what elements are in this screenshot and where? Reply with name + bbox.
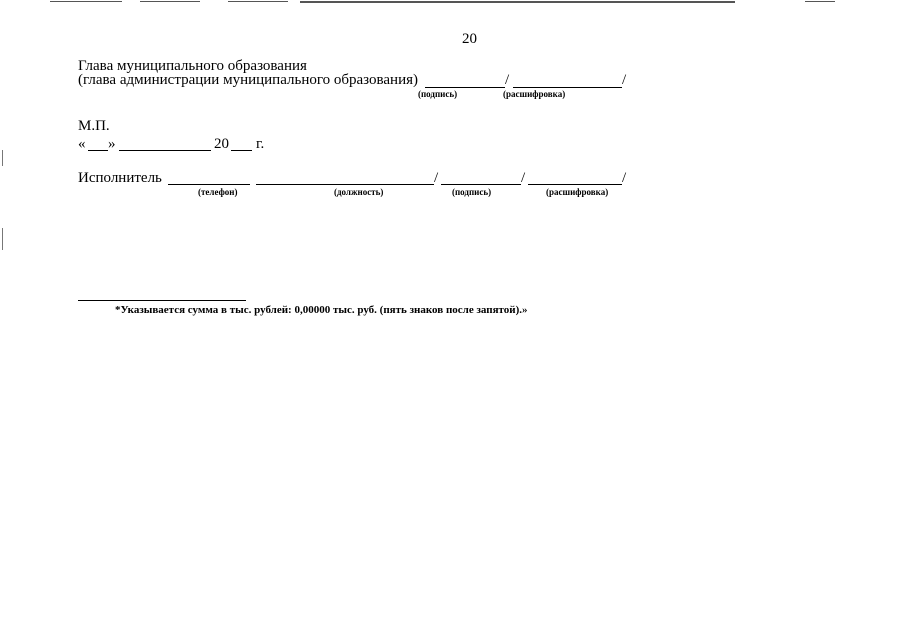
head-title-line2: (глава администрации муниципального образования) bbox=[78, 72, 418, 88]
footnote-separator bbox=[78, 300, 246, 301]
signature-line bbox=[441, 184, 521, 185]
decoding-line bbox=[513, 87, 622, 88]
scan-mark bbox=[50, 1, 122, 2]
quote-close: » bbox=[108, 136, 116, 152]
scan-mark bbox=[228, 1, 288, 2]
scan-mark bbox=[2, 150, 3, 166]
phone-line bbox=[168, 184, 250, 185]
stamp-label: М.П. bbox=[78, 118, 110, 134]
separator-slash: / bbox=[622, 170, 627, 186]
separator-slash: / bbox=[434, 170, 439, 186]
day-line bbox=[88, 150, 108, 151]
caption-signature: (подпись) bbox=[418, 89, 458, 99]
caption-position: (должность) bbox=[334, 187, 384, 197]
scan-mark bbox=[140, 1, 200, 2]
footnote-text: *Указывается сумма в тыс. рублей: 0,00000 тыс. руб. (пять знаков после запятой).» bbox=[115, 304, 528, 316]
separator-slash: / bbox=[505, 72, 510, 88]
decoding-line bbox=[528, 184, 622, 185]
head-title-line1: Глава муниципального образования bbox=[78, 58, 307, 74]
caption-decoding: (расшифровка) bbox=[546, 187, 609, 197]
scan-mark bbox=[2, 228, 3, 250]
signature-line bbox=[425, 87, 505, 88]
separator-slash: / bbox=[521, 170, 526, 186]
year-line bbox=[231, 150, 252, 151]
caption-decoding: (расшифровка) bbox=[503, 89, 566, 99]
page-number: 20 bbox=[462, 31, 477, 47]
year-prefix: 20 bbox=[214, 136, 229, 152]
scan-mark bbox=[805, 1, 835, 2]
year-suffix: г. bbox=[256, 136, 265, 152]
caption-signature: (подпись) bbox=[452, 187, 492, 197]
caption-phone: (телефон) bbox=[198, 187, 238, 197]
scan-mark bbox=[300, 1, 735, 3]
quote-open: « bbox=[78, 136, 86, 152]
separator-slash: / bbox=[622, 72, 627, 88]
month-line bbox=[119, 150, 211, 151]
executor-label: Исполнитель bbox=[78, 170, 162, 186]
position-line bbox=[256, 184, 434, 185]
